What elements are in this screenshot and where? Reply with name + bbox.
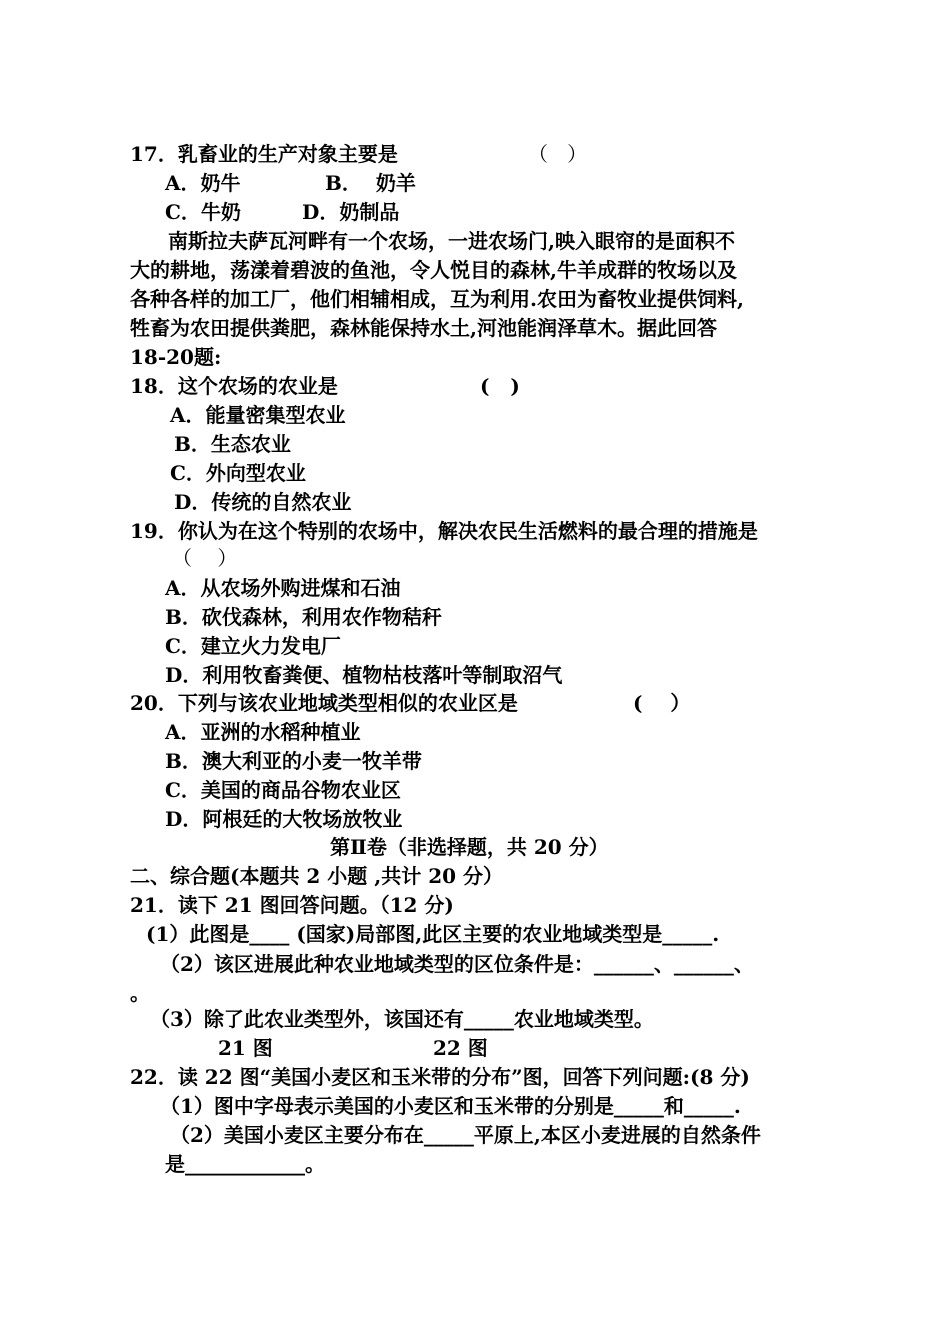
q18-option-a: A．能量密集型农业 [170,403,346,427]
passage-line-2: 大的耕地，荡漾着碧波的鱼池，令人悦目的森林,牛羊成群的牧场以及 [130,258,737,282]
q19-stem: 19．你认为在这个特别的农场中，解决农民生活燃料的最合理的措施是 [130,519,758,543]
q17-answer-bracket: （ ） [528,142,588,166]
passage-line-3: 各种各样的加工厂，他们相辅相成，互为利用.农田为畜牧业提供饲料, [130,287,744,311]
q17-option-d: D．奶制品 [302,200,400,224]
q21-subquestion-1: (1）此图是____ (国家)局部图,此区主要的农业地域类型是_____. [146,922,720,946]
passage-line-4: 牲畜为农田提供粪肥，森林能保持水土,河池能润泽草木。据此回答 [130,316,717,340]
q20-option-a: A．亚洲的水稻种植业 [165,720,361,744]
q17-stem: 17．乳畜业的生产对象主要是 [130,142,398,166]
q22-subquestion-2-end: 是____________。 [165,1152,325,1176]
q20-answer-bracket: ( ） [633,691,691,715]
q19-answer-bracket: （ ） [172,546,238,570]
q17-option-c: C．牛奶 [165,200,241,224]
passage-line-1: 南斯拉夫萨瓦河畔有一个农场，一进农场门,映入眼帘的是面积不 [168,229,735,253]
q18-option-d: D．传统的自然农业 [174,490,352,514]
q21-stem: 21．读下 21 图回答问题。（12 分) [130,893,454,917]
q19-option-d: D．利用牧畜粪便、植物枯枝落叶等制取沼气 [165,663,563,687]
q22-stem: 22．读 22 图“美国小麦区和玉米带的分布”图，回答下列问题:(8 分) [130,1065,750,1089]
figure-21-caption: 21 图 [218,1036,273,1060]
q21-subquestion-3: （3）除了此农业类型外，该国还有_____农业地域类型。 [150,1007,654,1031]
q20-stem: 20．下列与该农业地域类型相似的农业区是 [130,691,518,715]
q19-option-c: C．建立火力发电厂 [165,634,341,658]
part2-title: 第Ⅱ卷（非选择题，共 20 分） [330,835,609,859]
q21-subquestion-2: （2）该区进展此种农业地域类型的区位条件是：______、______、 [160,952,754,976]
q22-subquestion-2: （2）美国小麦区主要分布在_____平原上,本区小麦进展的自然条件 [170,1123,761,1147]
q20-option-c: C．美国的商品谷物农业区 [165,778,401,802]
q21-subquestion-2-end: 。 [130,981,150,1005]
q20-option-b: B．澳大利亚的小麦一牧羊带 [165,749,422,773]
q18-option-b: B．生态农业 [174,432,291,456]
passage-line-5: 18-20题: [130,345,222,369]
q19-option-b: B．砍伐森林，利用农作物秸秆 [165,605,442,629]
figure-22-caption: 22 图 [433,1036,488,1060]
q17-option-a: A．奶牛 [165,171,241,195]
q19-option-a: A．从农场外购进煤和石油 [165,576,401,600]
q20-option-d: D．阿根廷的大牧场放牧业 [165,807,403,831]
section2-heading: 二、综合题(本题共 2 小题 ,共计 20 分） [130,864,503,888]
q17-option-b: B． 奶羊 [325,171,416,195]
q18-answer-bracket: ( ) [480,374,520,398]
q18-stem: 18．这个农场的农业是 [130,374,338,398]
q18-option-c: C．外向型农业 [170,461,306,485]
q22-subquestion-1: （1）图中字母表示美国的小麦区和玉米带的分别是_____和_____. [160,1094,741,1118]
